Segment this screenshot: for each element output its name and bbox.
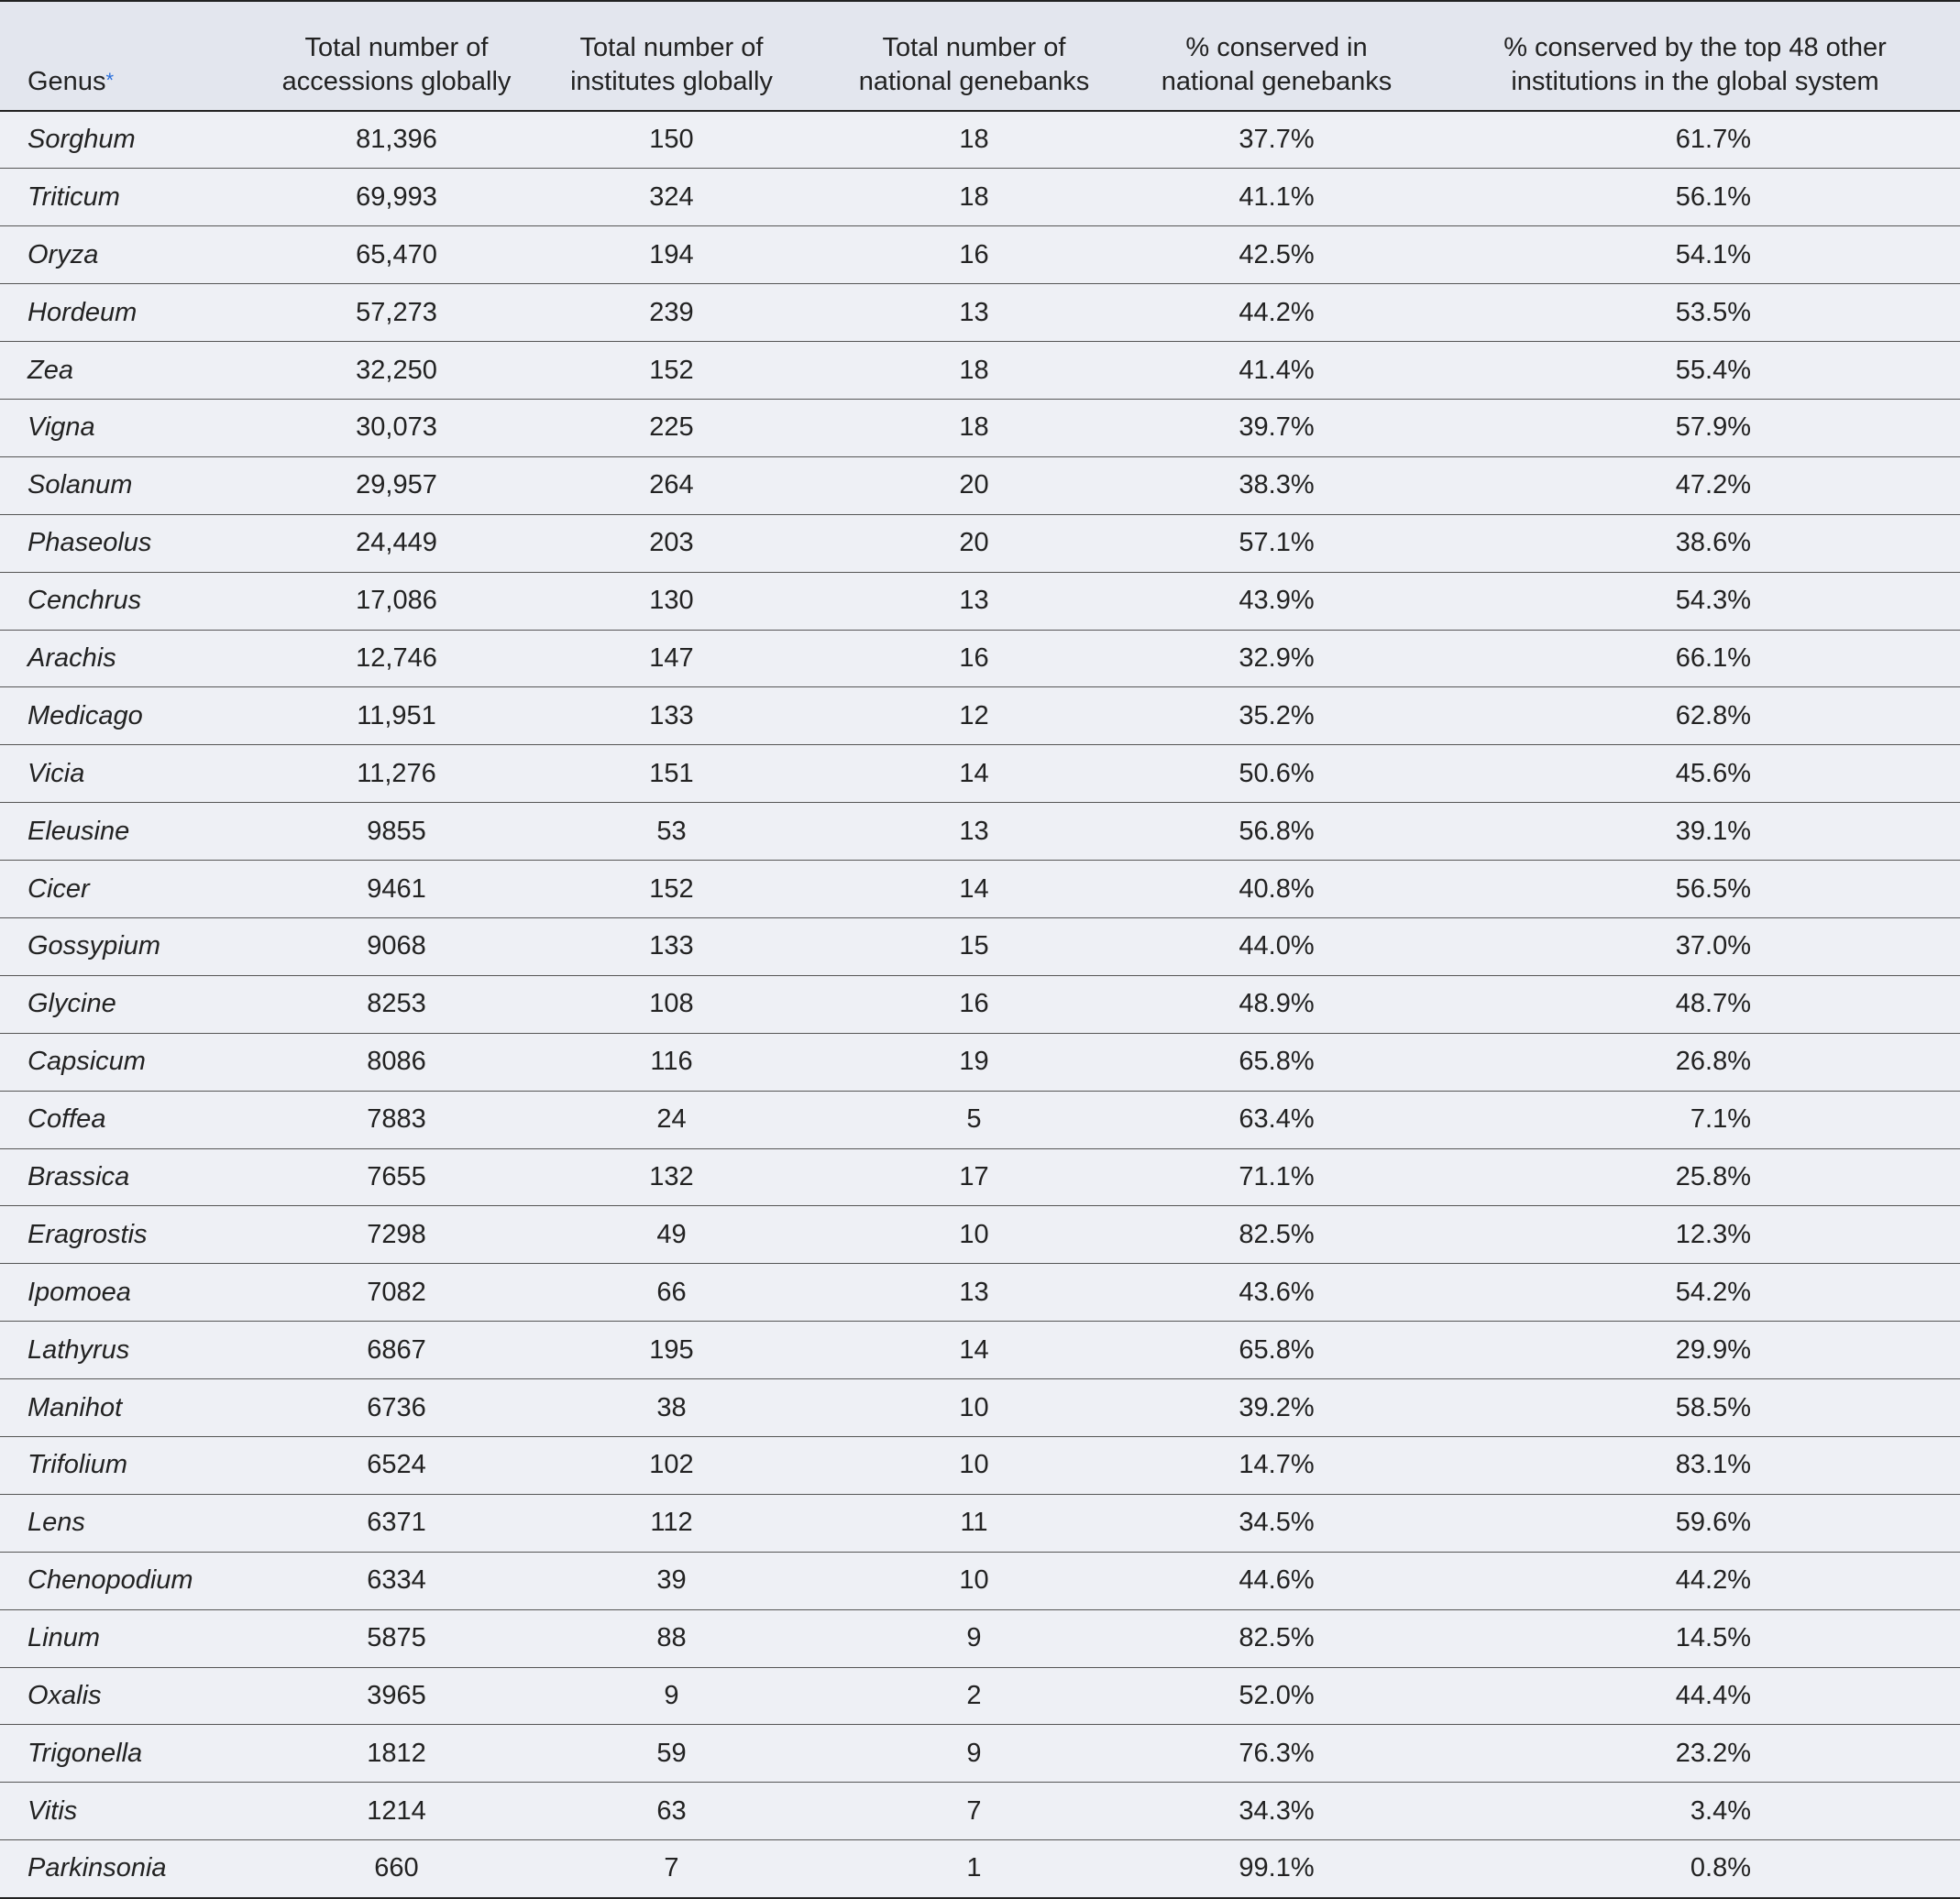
accessions-cell: 7082 xyxy=(367,1277,426,1307)
genus-cell: Vigna xyxy=(28,412,95,443)
pct-other-cell: 56.1% xyxy=(1675,181,1751,212)
pct-other-cell: 44.2% xyxy=(1675,1565,1751,1596)
table-row xyxy=(0,745,1960,803)
table-row xyxy=(0,1091,1960,1148)
table-row xyxy=(0,917,1960,975)
genus-cell: Oryza xyxy=(28,239,99,269)
institutes-cell: 108 xyxy=(649,989,694,1019)
pct-national-cell: 82.5% xyxy=(1239,1219,1315,1249)
national-genebanks-cell: 7 xyxy=(966,1795,982,1826)
institutes-cell: 38 xyxy=(656,1392,687,1422)
genus-cell: Eragrostis xyxy=(28,1219,148,1249)
genus-cell: Manihot xyxy=(28,1392,123,1422)
pct-other-cell: 14.5% xyxy=(1675,1623,1751,1653)
national-genebanks-cell: 13 xyxy=(959,816,989,846)
accessions-cell: 6334 xyxy=(367,1565,426,1596)
table-row xyxy=(0,399,1960,456)
header-accessions-line-2: accessions globally xyxy=(281,67,512,96)
national-genebanks-cell: 12 xyxy=(959,700,989,730)
header-accessions-line-1: Total number of xyxy=(304,33,489,62)
table-row xyxy=(0,687,1960,745)
pct-other-cell: 54.3% xyxy=(1675,586,1751,616)
institutes-cell: 152 xyxy=(649,873,694,904)
accessions-cell: 57,273 xyxy=(356,297,437,327)
pct-national-cell: 40.8% xyxy=(1239,873,1315,904)
genus-cell: Chenopodium xyxy=(28,1565,193,1596)
pct-national-cell: 43.6% xyxy=(1239,1277,1315,1307)
genus-cell: Arachis xyxy=(28,642,116,673)
national-genebanks-cell: 5 xyxy=(966,1104,982,1135)
pct-other-cell: 48.7% xyxy=(1675,989,1751,1019)
pct-other-cell: 54.2% xyxy=(1675,1277,1751,1307)
institutes-cell: 88 xyxy=(656,1623,687,1653)
national-genebanks-cell: 13 xyxy=(959,297,989,327)
national-genebanks-cell: 18 xyxy=(959,412,989,443)
accessions-cell: 11,276 xyxy=(357,758,436,788)
pct-other-cell: 3.4% xyxy=(1690,1795,1751,1826)
pct-other-cell: 66.1% xyxy=(1675,642,1751,673)
accessions-cell: 7883 xyxy=(367,1104,426,1135)
genus-cell: Coffea xyxy=(28,1104,106,1135)
accessions-cell: 9855 xyxy=(367,816,426,846)
pct-other-cell: 45.6% xyxy=(1675,758,1751,788)
national-genebanks-cell: 10 xyxy=(959,1565,989,1596)
pct-other-cell: 12.3% xyxy=(1675,1219,1751,1249)
institutes-cell: 116 xyxy=(650,1047,693,1077)
pct-national-cell: 57.1% xyxy=(1239,528,1315,558)
pct-national-cell: 52.0% xyxy=(1239,1680,1315,1710)
table-row xyxy=(0,1436,1960,1494)
pct-other-cell: 7.1% xyxy=(1690,1104,1751,1135)
national-genebanks-cell: 18 xyxy=(959,181,989,212)
institutes-cell: 194 xyxy=(649,239,694,269)
genus-cell: Gossypium xyxy=(28,931,161,961)
national-genebanks-cell: 13 xyxy=(959,1277,989,1307)
pct-other-cell: 39.1% xyxy=(1675,816,1751,846)
national-genebanks-cell: 2 xyxy=(966,1680,982,1710)
national-genebanks-cell: 11 xyxy=(960,1508,988,1538)
table-row xyxy=(0,226,1960,284)
table-row xyxy=(0,1667,1960,1725)
pct-other-cell: 26.8% xyxy=(1675,1047,1751,1077)
genus-cell: Cicer xyxy=(28,873,90,904)
accessions-cell: 3965 xyxy=(367,1680,426,1710)
pct-national-cell: 39.2% xyxy=(1239,1392,1315,1422)
pct-other-cell: 54.1% xyxy=(1675,239,1751,269)
pct-other-cell: 23.2% xyxy=(1675,1738,1751,1768)
accessions-cell: 11,951 xyxy=(357,700,436,730)
header-pct-other xyxy=(1430,1,1960,111)
table-row xyxy=(0,630,1960,687)
table-row xyxy=(0,1552,1960,1609)
accessions-cell: 12,746 xyxy=(356,642,437,673)
header-row xyxy=(0,1,1960,111)
accessions-cell: 7298 xyxy=(367,1219,426,1249)
genus-cell: Sorghum xyxy=(28,125,136,155)
accessions-cell: 8253 xyxy=(367,989,426,1019)
institutes-cell: 133 xyxy=(649,700,694,730)
table-row xyxy=(0,1840,1960,1898)
institutes-cell: 7 xyxy=(664,1853,679,1883)
pct-national-cell: 43.9% xyxy=(1239,586,1315,616)
header-pct-other-line-1: % conserved by the top 48 other xyxy=(1503,33,1887,62)
national-genebanks-cell: 20 xyxy=(959,470,989,500)
pct-other-cell: 58.5% xyxy=(1675,1392,1751,1422)
national-genebanks-cell: 14 xyxy=(959,1334,989,1365)
pct-national-cell: 65.8% xyxy=(1239,1047,1315,1077)
accessions-cell: 9068 xyxy=(367,931,426,961)
header-national-line-2: national genebanks xyxy=(858,67,1090,96)
table-row xyxy=(0,572,1960,630)
accessions-cell: 30,073 xyxy=(356,412,437,443)
national-genebanks-cell: 9 xyxy=(966,1623,982,1653)
accessions-cell: 1812 xyxy=(367,1738,426,1768)
header-genus-label: Genus xyxy=(28,67,106,96)
pct-national-cell: 44.6% xyxy=(1239,1565,1315,1596)
header-pct-national-line-2: national genebanks xyxy=(1161,67,1393,96)
accessions-cell: 32,250 xyxy=(356,355,437,385)
table-row xyxy=(0,803,1960,861)
accessions-cell: 7655 xyxy=(367,1161,426,1191)
pct-national-cell: 65.8% xyxy=(1239,1334,1315,1365)
accessions-cell: 1214 xyxy=(367,1795,426,1826)
genus-cell: Eleusine xyxy=(28,816,130,846)
accessions-cell: 6736 xyxy=(367,1392,426,1422)
national-genebanks-cell: 9 xyxy=(966,1738,982,1768)
national-genebanks-cell: 1 xyxy=(966,1853,982,1883)
institutes-cell: 225 xyxy=(649,412,694,443)
national-genebanks-cell: 18 xyxy=(959,125,989,155)
accessions-cell: 65,470 xyxy=(356,239,437,269)
institutes-cell: 203 xyxy=(649,528,694,558)
table-row xyxy=(0,1783,1960,1840)
institutes-cell: 24 xyxy=(656,1104,687,1135)
accessions-cell: 5875 xyxy=(367,1623,426,1653)
genus-cell: Triticum xyxy=(28,181,120,212)
national-genebanks-cell: 10 xyxy=(959,1392,989,1422)
table-body xyxy=(0,111,1960,1898)
pct-other-cell: 61.7% xyxy=(1675,125,1751,155)
institutes-cell: 102 xyxy=(649,1450,694,1480)
genus-cell: Oxalis xyxy=(28,1680,102,1710)
pct-other-cell: 62.8% xyxy=(1675,700,1751,730)
genus-cell: Brassica xyxy=(28,1161,130,1191)
genus-cell: Glycine xyxy=(28,989,116,1019)
national-genebanks-cell: 15 xyxy=(959,931,989,961)
genus-cell: Solanum xyxy=(28,470,133,500)
table-row xyxy=(0,169,1960,226)
pct-other-cell: 44.4% xyxy=(1675,1680,1751,1710)
table-row xyxy=(0,1322,1960,1379)
genus-cell: Capsicum xyxy=(28,1047,146,1077)
header-institutes-line-2: institutes globally xyxy=(570,67,773,96)
table-row xyxy=(0,1609,1960,1667)
pct-national-cell: 44.2% xyxy=(1239,297,1315,327)
institutes-cell: 195 xyxy=(649,1334,694,1365)
accessions-cell: 6867 xyxy=(367,1334,426,1365)
genus-cell: Phaseolus xyxy=(28,528,152,558)
pct-other-cell: 37.0% xyxy=(1675,931,1751,961)
pct-national-cell: 99.1% xyxy=(1239,1853,1315,1883)
pct-other-cell: 57.9% xyxy=(1675,412,1751,443)
header-pct-other-line-2: institutions in the global system xyxy=(1511,67,1879,96)
pct-other-cell: 56.5% xyxy=(1675,873,1751,904)
accessions-cell: 29,957 xyxy=(356,470,437,500)
institutes-cell: 9 xyxy=(664,1680,679,1710)
table-row xyxy=(0,456,1960,514)
pct-national-cell: 48.9% xyxy=(1239,989,1315,1019)
genus-cell: Lens xyxy=(28,1508,85,1538)
pct-national-cell: 37.7% xyxy=(1239,125,1315,155)
genus-cell: Parkinsonia xyxy=(28,1853,167,1883)
national-genebanks-cell: 14 xyxy=(959,873,989,904)
header-pct-national-line-1: % conserved in xyxy=(1185,33,1368,62)
institutes-cell: 63 xyxy=(656,1795,687,1826)
accessions-cell: 6524 xyxy=(367,1450,426,1480)
national-genebanks-cell: 17 xyxy=(959,1161,989,1191)
header-national-genebanks xyxy=(825,1,1123,111)
header-national-line-1: Total number of xyxy=(882,33,1066,62)
institutes-cell: 150 xyxy=(649,125,694,155)
pct-other-cell: 29.9% xyxy=(1675,1334,1751,1365)
institutes-cell: 59 xyxy=(656,1738,687,1768)
pct-national-cell: 39.7% xyxy=(1239,412,1315,443)
accessions-cell: 24,449 xyxy=(356,528,437,558)
pct-national-cell: 41.4% xyxy=(1239,355,1315,385)
genus-cell: Vicia xyxy=(28,758,85,788)
table-row xyxy=(0,1264,1960,1322)
genus-cell: Linum xyxy=(28,1623,100,1653)
pct-national-cell: 14.7% xyxy=(1239,1450,1315,1480)
genus-cell: Hordeum xyxy=(28,297,138,327)
accessions-cell: 660 xyxy=(374,1853,419,1883)
pct-other-cell: 25.8% xyxy=(1675,1161,1751,1191)
pct-other-cell: 59.6% xyxy=(1675,1508,1751,1538)
national-genebanks-cell: 14 xyxy=(959,758,989,788)
genus-cell: Trigonella xyxy=(28,1738,143,1768)
table-row xyxy=(0,1206,1960,1264)
institutes-cell: 239 xyxy=(649,297,694,327)
institutes-cell: 53 xyxy=(656,816,687,846)
header-pct-national xyxy=(1123,1,1430,111)
genus-cell: Trifolium xyxy=(28,1450,128,1480)
table-row xyxy=(0,861,1960,918)
national-genebanks-cell: 16 xyxy=(959,642,989,673)
table-row xyxy=(0,342,1960,400)
institutes-cell: 264 xyxy=(649,470,694,500)
pct-other-cell: 38.6% xyxy=(1675,528,1751,558)
pct-other-cell: 53.5% xyxy=(1675,297,1751,327)
header-institutes-line-1: Total number of xyxy=(579,33,764,62)
pct-national-cell: 56.8% xyxy=(1239,816,1315,846)
genus-cell: Medicago xyxy=(28,700,143,730)
pct-other-cell: 0.8% xyxy=(1690,1853,1751,1883)
header-accessions xyxy=(275,1,518,111)
pct-national-cell: 76.3% xyxy=(1239,1738,1315,1768)
national-genebanks-cell: 18 xyxy=(959,355,989,385)
pct-other-cell: 83.1% xyxy=(1675,1450,1751,1480)
pct-other-cell: 55.4% xyxy=(1675,355,1751,385)
pct-national-cell: 71.1% xyxy=(1239,1161,1315,1191)
table-row xyxy=(0,1494,1960,1552)
national-genebanks-cell: 10 xyxy=(959,1450,989,1480)
table-row xyxy=(0,284,1960,342)
table-row xyxy=(0,975,1960,1033)
institutes-cell: 39 xyxy=(656,1565,687,1596)
pct-other-cell: 47.2% xyxy=(1675,470,1751,500)
table-row xyxy=(0,1148,1960,1206)
genus-cell: Vitis xyxy=(28,1795,78,1826)
national-genebanks-cell: 10 xyxy=(959,1219,989,1249)
institutes-cell: 66 xyxy=(656,1277,687,1307)
institutes-cell: 112 xyxy=(650,1508,693,1538)
institutes-cell: 147 xyxy=(649,642,694,673)
national-genebanks-cell: 16 xyxy=(959,239,989,269)
national-genebanks-cell: 13 xyxy=(959,586,989,616)
table-row xyxy=(0,1725,1960,1783)
institutes-cell: 133 xyxy=(649,931,694,961)
pct-national-cell: 82.5% xyxy=(1239,1623,1315,1653)
table-row xyxy=(0,1379,1960,1437)
pct-national-cell: 42.5% xyxy=(1239,239,1315,269)
institutes-cell: 49 xyxy=(656,1219,687,1249)
genus-cell: Lathyrus xyxy=(28,1334,130,1365)
table-header xyxy=(0,1,1960,111)
genus-cell: Cenchrus xyxy=(28,586,142,616)
header-institutes xyxy=(518,1,825,111)
table-row xyxy=(0,1033,1960,1091)
genus-cell: Zea xyxy=(28,355,73,385)
institutes-cell: 151 xyxy=(649,758,694,788)
header-genus xyxy=(0,1,275,111)
pct-national-cell: 38.3% xyxy=(1239,470,1315,500)
pct-national-cell: 34.3% xyxy=(1239,1795,1315,1826)
national-genebanks-cell: 19 xyxy=(959,1047,989,1077)
pct-national-cell: 32.9% xyxy=(1239,642,1315,673)
institutes-cell: 130 xyxy=(649,586,694,616)
accessions-cell: 6371 xyxy=(367,1508,426,1538)
national-genebanks-cell: 20 xyxy=(959,528,989,558)
accessions-cell: 81,396 xyxy=(356,125,437,155)
institutes-cell: 324 xyxy=(649,181,694,212)
pct-national-cell: 50.6% xyxy=(1239,758,1315,788)
genus-cell: Ipomoea xyxy=(28,1277,131,1307)
institutes-cell: 152 xyxy=(649,355,694,385)
national-genebanks-cell: 16 xyxy=(959,989,989,1019)
footnote-asterisk-link[interactable]: * xyxy=(105,69,115,92)
accessions-cell: 9461 xyxy=(367,873,426,904)
pct-national-cell: 63.4% xyxy=(1239,1104,1315,1135)
pct-national-cell: 34.5% xyxy=(1239,1508,1315,1538)
accessions-cell: 17,086 xyxy=(356,586,437,616)
accessions-cell: 69,993 xyxy=(356,181,437,212)
pct-national-cell: 41.1% xyxy=(1239,181,1315,212)
table-row xyxy=(0,514,1960,572)
table-row xyxy=(0,111,1960,169)
pct-national-cell: 35.2% xyxy=(1239,700,1315,730)
accessions-cell: 8086 xyxy=(367,1047,426,1077)
pct-national-cell: 44.0% xyxy=(1239,931,1315,961)
institutes-cell: 132 xyxy=(649,1161,694,1191)
